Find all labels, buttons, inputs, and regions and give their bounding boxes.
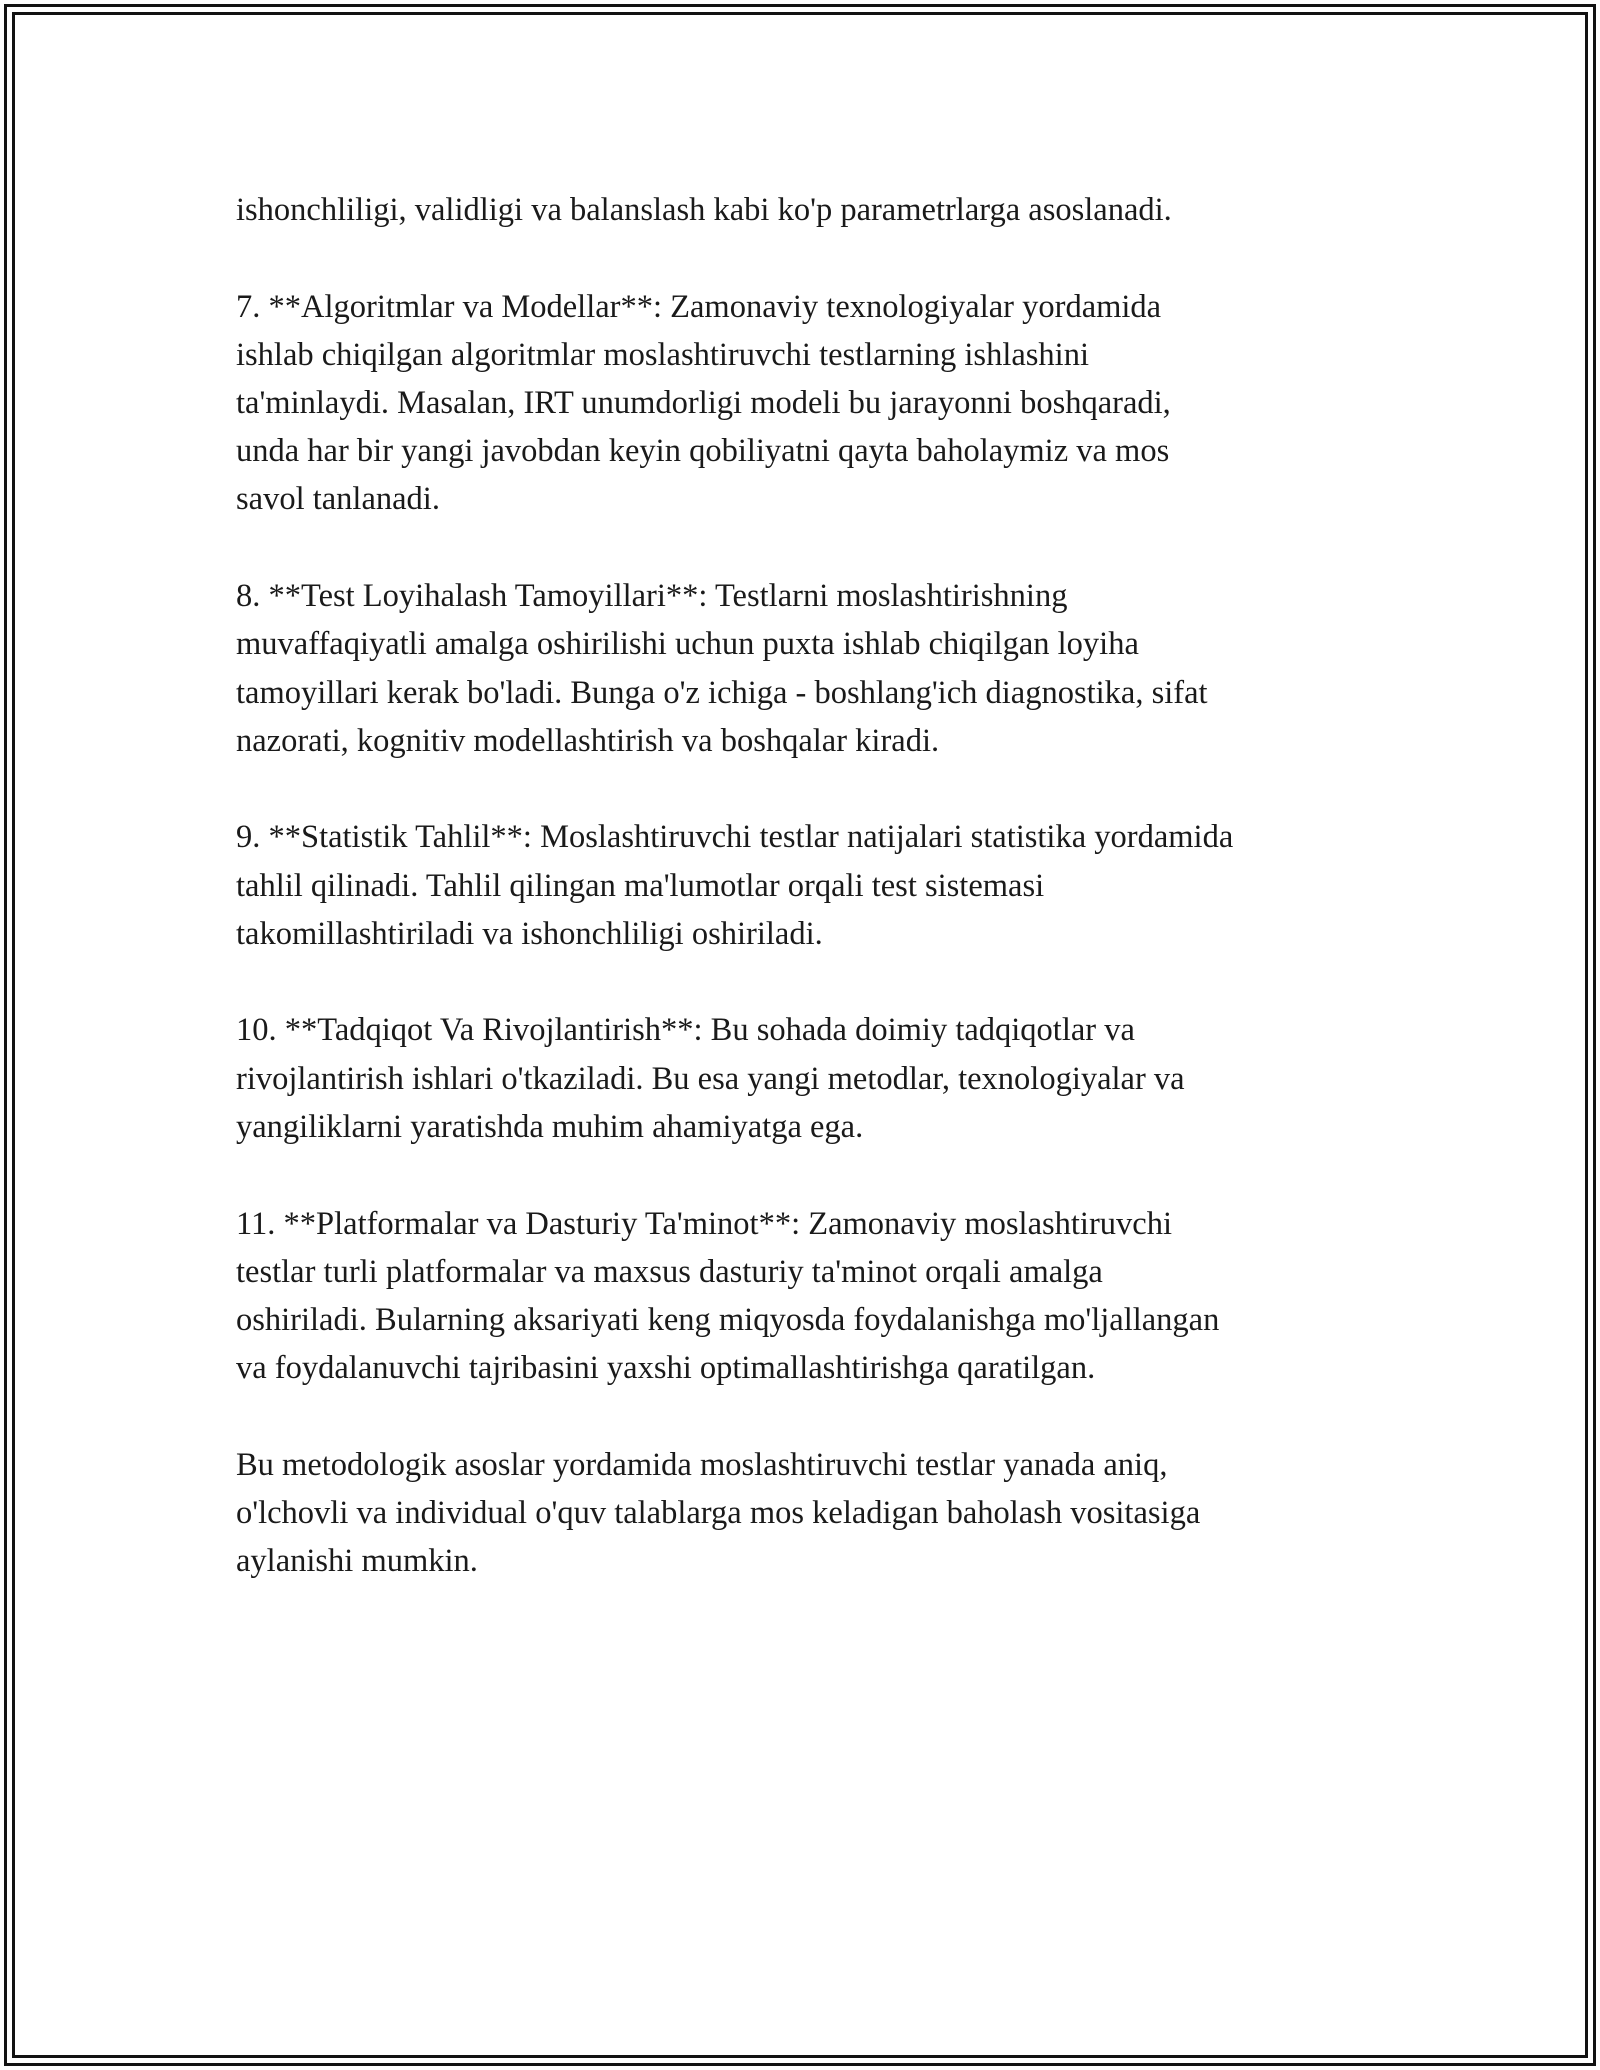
- paragraph-item-11: [236, 1200, 1386, 1393]
- text-line: o'lchovli va individual o'quv talablarga mos keladigan baholash vositasiga: [236, 1494, 1201, 1531]
- text-line: savol tanlanadi.: [236, 481, 440, 518]
- paragraph-item-10: [236, 1006, 1386, 1151]
- document-body: [236, 186, 1386, 1634]
- text-line: ishonchliligi, validligi va balanslash kabi ko'p parametrlarga asoslanadi.: [236, 192, 1172, 228]
- paragraph-item-7: [236, 283, 1386, 524]
- text-line: tamoyillari kerak bo'ladi. Bunga o'z ichiga - boshlang'ich diagnostika, sifat: [236, 674, 1208, 711]
- text-line: oshiriladi. Bularning aksariyati keng miqyosda foydalanishga mo'ljallangan: [236, 1301, 1220, 1338]
- paragraph-item-9: [236, 813, 1386, 958]
- text-line: testlar turli platformalar va maxsus dasturiy ta'minot orqali amalga: [236, 1253, 1103, 1290]
- paragraph-continuation: [236, 186, 1386, 234]
- text-line: 10. **Tadqiqot Va Rivojlantirish**: Bu sohada doimiy tadqiqotlar va: [236, 1012, 1135, 1049]
- text-line: Bu metodologik asoslar yordamida moslashtiruvchi testlar yanada aniq,: [236, 1446, 1168, 1483]
- text-line: rivojlantirish ishlari o'tkaziladi. Bu esa yangi metodlar, texnologiyalar va: [236, 1060, 1185, 1097]
- text-line: 7. **Algoritmlar va Modellar**: Zamonaviy texnologiyalar yordamida: [236, 288, 1162, 325]
- text-line: unda har bir yangi javobdan keyin qobiliyatni qayta baholaymiz va mos: [236, 433, 1170, 470]
- text-line: ishlab chiqilgan algoritmlar moslashtiruvchi testlarning ishlashini: [236, 336, 1089, 373]
- text-line: muvaffaqiyatli amalga oshirilishi uchun puxta ishlab chiqilgan loyiha: [236, 626, 1139, 663]
- text-line: ta'minlaydi. Masalan, IRT unumdorligi modeli bu jarayonni boshqaradi,: [236, 385, 1171, 422]
- paragraph-conclusion: [236, 1441, 1386, 1586]
- text-line: 8. **Test Loyihalash Tamoyillari**: Testlarni moslashtirishning: [236, 578, 1068, 615]
- paragraph-item-8: [236, 572, 1386, 765]
- text-line: tahlil qilinadi. Tahlil qilingan ma'lumotlar orqali test sistemasi: [236, 867, 1045, 904]
- text-line: yangiliklarni yaratishda muhim ahamiyatga ega.: [236, 1108, 864, 1145]
- text-line: 9. **Statistik Tahlil**: Moslashtiruvchi testlar natijalari statistika yordamida: [236, 819, 1234, 856]
- text-line: 11. **Platformalar va Dasturiy Ta'minot**: Zamonaviy moslashtiruvchi: [236, 1205, 1172, 1242]
- text-line: takomillashtiriladi va ishonchliligi oshiriladi.: [236, 915, 823, 952]
- text-line: aylanishi mumkin.: [236, 1543, 478, 1580]
- text-line: nazorati, kognitiv modellashtirish va boshqalar kiradi.: [236, 722, 940, 759]
- text-line: va foydalanuvchi tajribasini yaxshi optimallashtirishga qaratilgan.: [236, 1350, 1096, 1387]
